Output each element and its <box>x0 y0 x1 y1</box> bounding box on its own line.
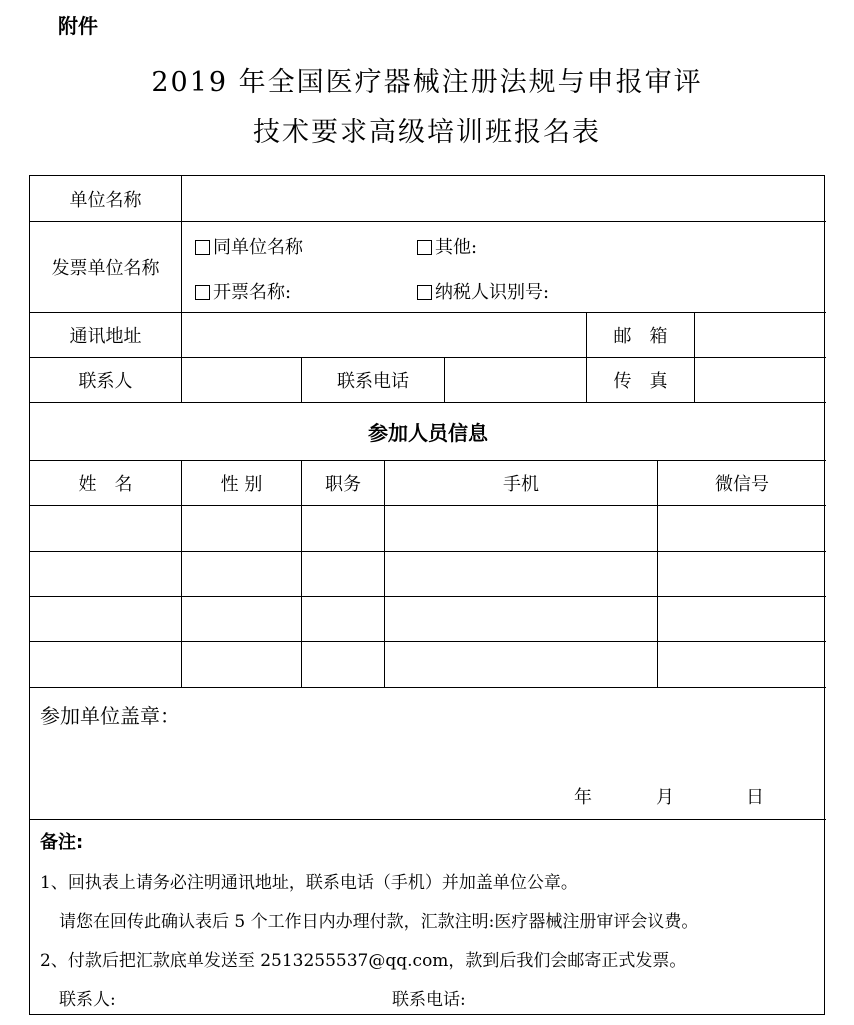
address-field[interactable] <box>182 313 586 357</box>
invoice-name-option[interactable] <box>195 273 395 309</box>
notes-phone-label: 联系电话: <box>392 990 466 1010</box>
same-unit-option[interactable] <box>195 228 395 264</box>
other-option[interactable] <box>417 228 617 264</box>
checkbox-icon <box>195 240 210 255</box>
column-header-position: 职务 <box>325 474 361 495</box>
column-header-mobile: 手机 <box>503 474 539 495</box>
fax-field[interactable] <box>695 358 825 402</box>
row-line <box>30 687 826 688</box>
participant-row[interactable] <box>30 642 826 687</box>
date-year: 年 <box>574 787 592 808</box>
checkbox-icon <box>417 240 432 255</box>
date-month: 月 <box>656 787 674 808</box>
contact-field[interactable] <box>182 358 301 402</box>
checkbox-icon <box>195 285 210 300</box>
participant-row[interactable] <box>30 597 826 641</box>
annex-label: 附件 <box>58 14 98 38</box>
participant-row[interactable] <box>30 552 826 596</box>
participants-header: 参加人员信息 <box>368 421 488 445</box>
column-header-wechat: 微信号 <box>715 474 769 495</box>
notes-title: 备注: <box>40 832 84 853</box>
seal-label: 参加单位盖章： <box>40 703 180 728</box>
tax-id-option[interactable] <box>417 273 637 309</box>
note-line-3: 2、付款后把汇款底单发送至 2513255537@qq.com，款到后我们会邮寄正式发票。 <box>40 951 687 971</box>
same-unit-label: 同单位名称 <box>213 237 303 258</box>
other-label: 其他: <box>435 237 478 258</box>
invoice-label: 发票单位名称 <box>51 258 160 279</box>
checkbox-icon <box>417 285 432 300</box>
notes-contact-label: 联系人: <box>59 990 116 1010</box>
tax-id-label: 纳税人识别号: <box>435 282 550 303</box>
form-title-line1: 2019 年全国医疗器械注册法规与申报审评 <box>151 67 703 98</box>
address-label: 通讯地址 <box>69 326 142 347</box>
note-line-2: 请您在回传此确认表后 5 个工作日内办理付款，汇款注明:医疗器械注册审评会议费。 <box>59 912 699 932</box>
contact-label: 联系人 <box>78 371 133 392</box>
unit-name-field[interactable] <box>182 176 825 221</box>
email-field[interactable] <box>695 313 825 357</box>
column-header-name: 姓 名 <box>78 474 133 495</box>
fax-label: 传 真 <box>613 371 668 392</box>
date-day: 日 <box>746 787 764 808</box>
column-header-gender: 性 别 <box>220 474 263 495</box>
email-label: 邮 箱 <box>613 326 668 347</box>
phone-field[interactable] <box>445 358 586 402</box>
unit-name-label: 单位名称 <box>69 189 142 211</box>
phone-label: 联系电话 <box>337 371 409 392</box>
note-line-1: 1、回执表上请务必注明通讯地址，联系电话（手机）并加盖单位公章。 <box>40 873 578 893</box>
row-line <box>30 819 826 820</box>
invoice-name-label: 开票名称: <box>213 282 292 303</box>
participant-row[interactable] <box>30 506 826 551</box>
registration-form <box>29 175 825 1015</box>
form-title-line2: 技术要求高级培训班报名表 <box>253 117 601 148</box>
